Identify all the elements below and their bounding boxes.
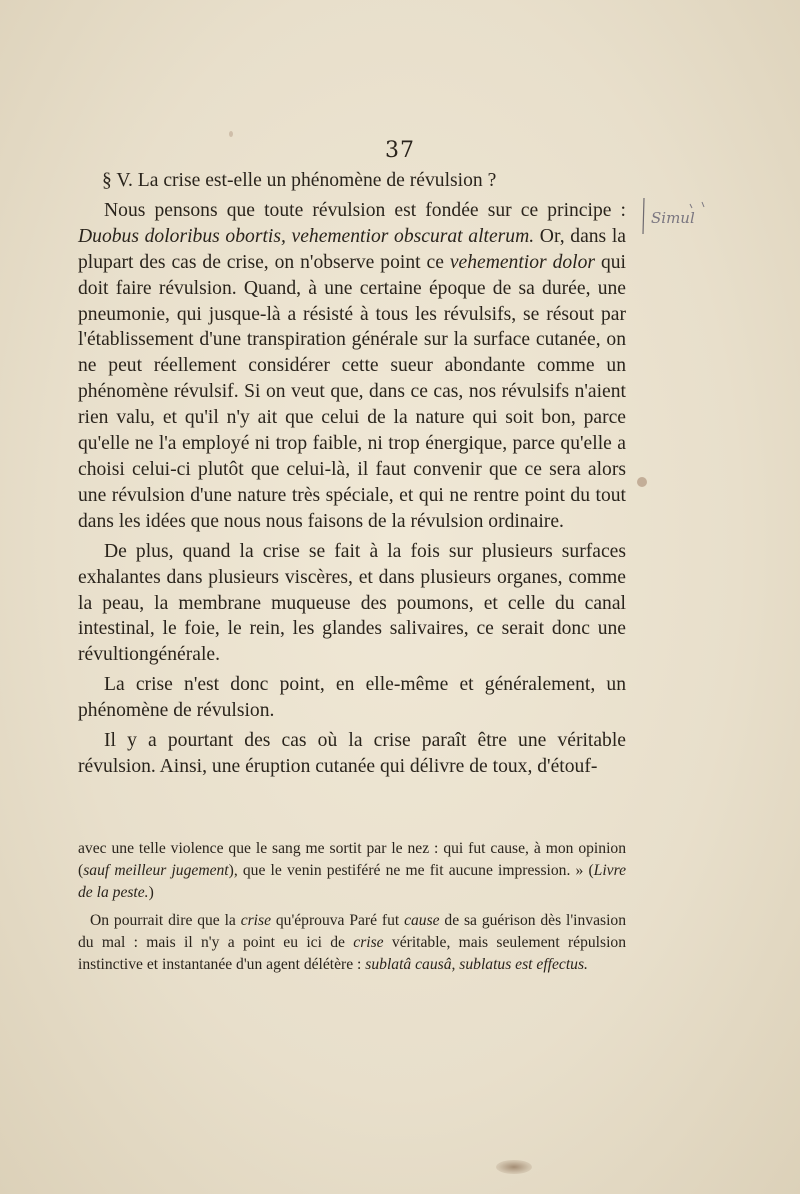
paragraph-conclusion: La crise n'est donc point, en elle-même et généralement, un phénomène de révulsion.	[78, 674, 626, 722]
footnote-text: avec une telle violence que le sang me sortit par le nez : qui fut cause, à mon opinion (	[78, 840, 626, 880]
footnote-pare	[78, 910, 626, 977]
footnote-continuation	[78, 838, 626, 905]
page-number: 37	[385, 138, 415, 163]
latin-quote: vehementior dolor	[449, 251, 596, 273]
paragraph-text: qui doit faire révulsion. Quand, à une certaine époque de sa durée, une pneumonie, qui jusque-là a résisté à tous les révulsifs, se résout par l'établissement d'une transpiration générale sur la surface cutanée, on ne peut réellement considérer cette sueur abondante comme un phénomène révulsif. Si on veut que, dans ce cas, nos révulsifs n'aient rien valu, et qu'il n'y ait que celui de la nature qui soit bon, parce qu'elle ne l'a employé ni trop faible, ni trop énergique, parce qu'elle a choisi celui-ci plutôt que celui-là, il faut convenir que ce sera alors une révulsion d'une nature très spéciale, et qui ne rentre point du tout dans les idées que nous nous faisons de la révulsion ordinaire.	[78, 251, 626, 532]
paragraph-exception: Il y a pourtant des cas où la crise paraît être une véritable révulsion. Ainsi, une éruption cutanée qui délivre de toux, d'étouf-	[78, 730, 626, 777]
footnote-text: qu'éprouva Paré fut	[271, 911, 405, 929]
main-text	[78, 168, 626, 780]
footnote-italic: sauf meilleur jugement	[83, 862, 229, 880]
footnote-text: )	[148, 884, 154, 902]
footnote-italic: crise	[353, 933, 384, 951]
footnote-text: On pourrait dire que la	[90, 911, 241, 929]
ink-stain	[229, 131, 233, 137]
footnote-italic: Livre de la peste.	[78, 862, 626, 902]
footnote-text: de sa guérison dès l'invasion du mal : mais il n'y a point eu ici de	[78, 911, 627, 951]
handwritten-margin-note	[642, 196, 722, 236]
footnote-italic: sublatâ causâ, sublatus est effectus.	[365, 956, 588, 974]
margin-note-text: Simul	[651, 209, 695, 227]
footnote-italic: cause	[404, 911, 440, 929]
footnote-italic: crise	[240, 911, 271, 929]
footnote-text: ), que le venin pestiféré ne me fit aucune impression. » (	[228, 862, 594, 880]
paragraph-text: Or, dans la plupart des cas de crise, on n'observe point ce	[78, 225, 626, 273]
latin-quote: Duobus doloribus obortis, vehementior obscurat alterum.	[78, 225, 535, 247]
section-heading: § V. La crise est-elle un phénomène de révulsion ?	[102, 170, 497, 191]
footnote-text: véritable, mais seulement répulsion instinctive et instantanée d'un agent délétère :	[78, 933, 626, 974]
footnotes	[78, 838, 626, 976]
paragraph-revulsion-principle	[78, 198, 626, 535]
paragraph-multiple-surfaces: De plus, quand la crise se fait à la fois sur plusieurs surfaces exhalantes dans plusieurs viscères, et dans plusieurs organes, comme la peau, la membrane muqueuse des poumons, et celle du canal intestinal, le foie, le rein, les glandes salivaires, ce serait donc une révultiongénérale.	[78, 540, 626, 666]
paper-stain	[496, 1160, 532, 1174]
ink-stain	[637, 477, 647, 487]
paragraph-text: Nous pensons que toute révulsion est fondée sur ce principe :	[104, 199, 626, 221]
